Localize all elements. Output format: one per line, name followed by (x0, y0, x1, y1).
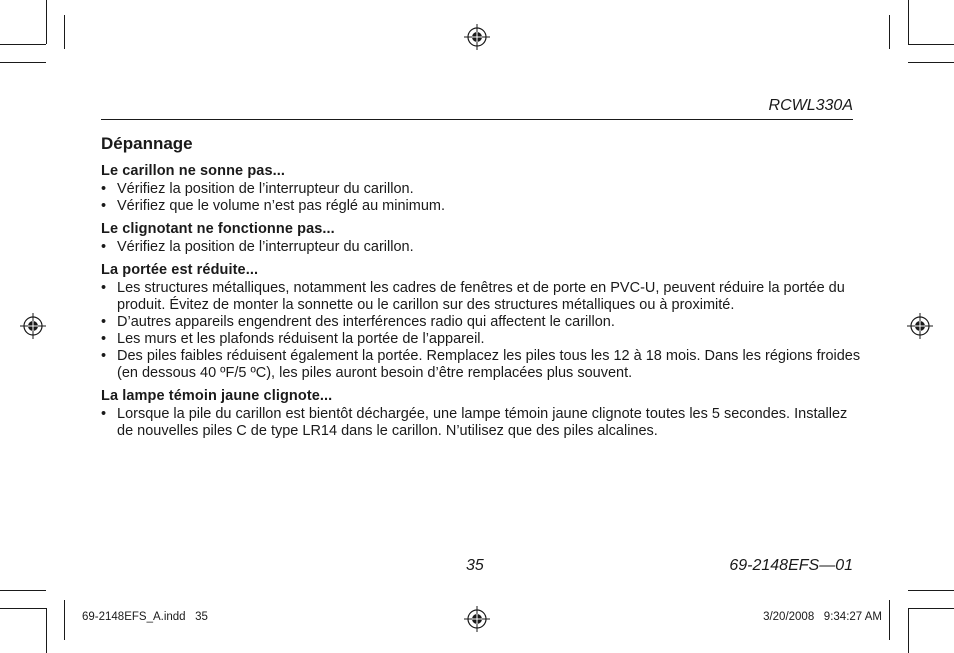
section-flasher-not-working (101, 221, 861, 256)
registration-mark-icon (20, 313, 46, 339)
crop-mark (908, 590, 954, 591)
section-chime-no-sound (101, 163, 861, 215)
bullet-list (101, 280, 861, 382)
section-heading: La lampe témoin jaune clignote... (101, 388, 333, 404)
list-item: • D’autres appareils engendrent des interférences radio qui affectent le carillon. (101, 314, 861, 331)
list-item: • Les structures métalliques, notamment les cadres de fenêtres et de porte en PVC-U, peuvent réduire la portée du produit. Évitez de monter la sonnette ou le carillon sur des structures métalliques ou à proximité. (101, 280, 861, 314)
bullet-list (101, 406, 861, 440)
crop-mark (46, 608, 47, 653)
crop-mark (908, 608, 909, 653)
document-code: 69-2148EFS—01 (729, 557, 853, 574)
registration-mark-icon (907, 313, 933, 339)
registration-mark-icon (464, 24, 490, 50)
section-yellow-lamp-flashing (101, 388, 861, 440)
list-item: • Vérifiez que le volume n’est pas réglé au minimum. (101, 198, 861, 215)
list-item: • Des piles faibles réduisent également la portée. Remplacez les piles tous les 12 à 18 mois. Dans les régions froides (en dessous 40 ºF/5 ºC), les piles auront besoin d’être remplacées plus souvent. (101, 348, 861, 382)
section-heading: Le carillon ne sonne pas... (101, 163, 285, 179)
crop-mark (64, 600, 65, 640)
crop-mark (908, 62, 954, 63)
crop-mark (46, 0, 47, 44)
crop-mark (889, 15, 890, 49)
section-heading: Le clignotant ne fonctionne pas... (101, 221, 335, 237)
list-item: • Vérifiez la position de l’interrupteur du carillon. (101, 239, 861, 256)
header-rule (101, 119, 853, 120)
crop-mark (0, 44, 46, 45)
crop-mark (0, 590, 46, 591)
list-item: • Les murs et les plafonds réduisent la portée de l’appareil. (101, 331, 861, 348)
bullet-list (101, 239, 861, 256)
crop-mark (0, 608, 46, 609)
page-title: Dépannage (101, 134, 193, 153)
crop-mark (889, 600, 890, 640)
crop-mark (0, 62, 46, 63)
page-number: 35 (466, 557, 484, 574)
list-item: • Lorsque la pile du carillon est bientôt déchargée, une lampe témoin jaune clignote toutes les 5 secondes. Installez de nouvelles piles C de type LR14 dans le carillon. N’utilisez que des piles alcalines. (101, 406, 861, 440)
crop-mark (64, 15, 65, 49)
crop-mark (908, 44, 954, 45)
slug-timestamp: 3/20/2008 9:34:27 AM (763, 611, 882, 623)
model-number: RCWL330A (768, 97, 853, 114)
crop-mark (908, 0, 909, 44)
crop-mark (908, 608, 954, 609)
bullet-list (101, 181, 861, 215)
registration-mark-icon (464, 606, 490, 632)
list-item: • Vérifiez la position de l’interrupteur du carillon. (101, 181, 861, 198)
page-content (101, 134, 861, 446)
section-reduced-range (101, 262, 861, 382)
section-heading: La portée est réduite... (101, 262, 259, 278)
slug-filename: 69-2148EFS_A.indd 35 (82, 611, 208, 623)
